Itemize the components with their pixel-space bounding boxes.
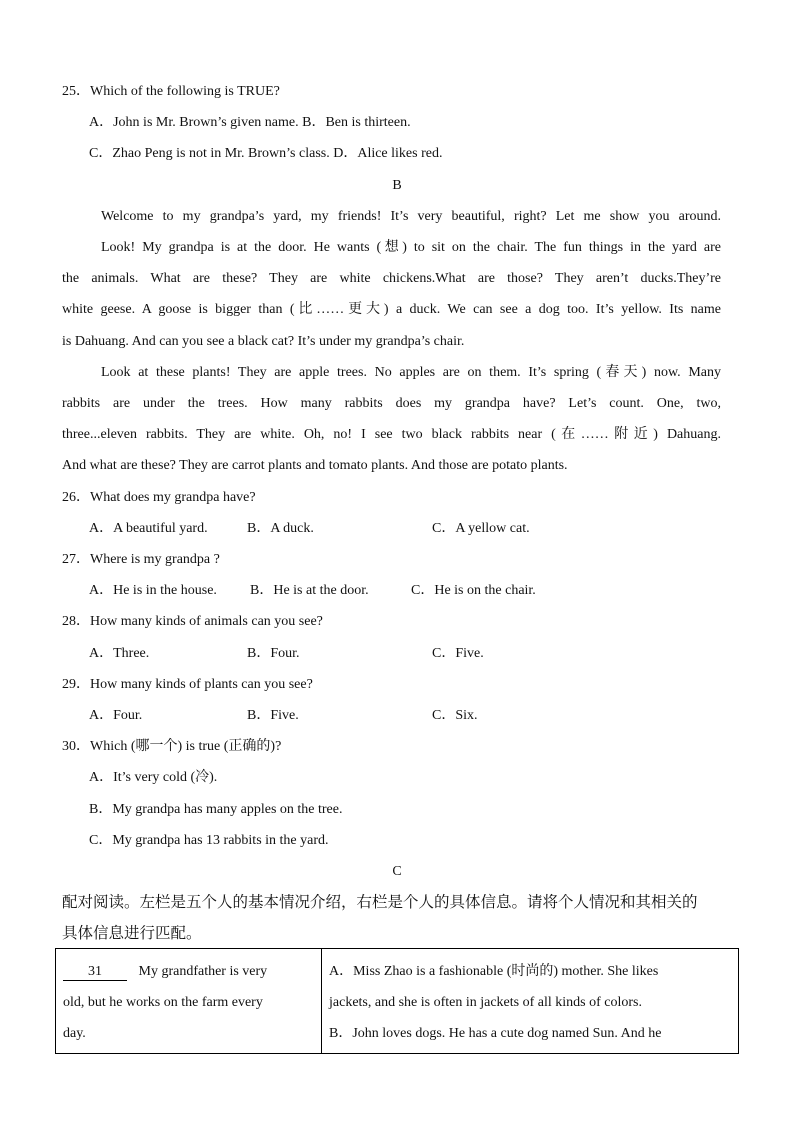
passage-b-p2-line2: the animals. What are these? They are white chickens.What are those? They aren’t ducks.They’re [62, 271, 721, 286]
q30-option-b: B．My grandpa has many apples on the tree. [89, 802, 343, 817]
passage-b-p2-line3: white geese. A goose is bigger than (比……更大) a duck. We can see a dog too. It’s yellow. Its name [62, 302, 721, 317]
passage-b-p2-line1: Look! My grandpa is at the door. He wants (想) to sit on the chair. The fun things in the yard are [101, 240, 721, 255]
q25-options-cd: C．Zhao Peng is not in Mr. Brown’s class. D．Alice likes red. [89, 146, 443, 161]
passage-b-p2-line4: is Dahuang. And can you see a black cat? It’s under my grandpa’s chair. [62, 334, 465, 349]
right-cell-line3: B．John loves dogs. He has a cute dog named Sun. And he [329, 1026, 662, 1041]
passage-b-p3-line2: rabbits are under the trees. How many rabbits does my grandpa have? Let’s count. One, two, [62, 396, 721, 411]
q30-option-c: C．My grandpa has 13 rabbits in the yard. [89, 833, 329, 848]
matching-right-cell [322, 949, 739, 1054]
answer-blank-31[interactable]: 31 [63, 964, 127, 981]
section-c-heading: C [392, 864, 402, 879]
section-c-instruction-line2: 具体信息进行匹配。 [62, 924, 202, 942]
q29-option-a: A．Four. [89, 708, 143, 723]
q25-options-ab: A．John is Mr. Brown’s given name. B．Ben is thirteen. [89, 115, 411, 130]
q29-stem: 29．How many kinds of plants can you see? [62, 677, 313, 692]
q26-option-a: A．A beautiful yard. [89, 521, 208, 536]
left-cell-line2: old, but he works on the farm every [63, 995, 263, 1010]
q28-option-b: B．Four. [247, 646, 300, 661]
right-cell-line2: jackets, and she is often in jackets of all kinds of colors. [329, 995, 642, 1010]
q27-option-c: C．He is on the chair. [411, 583, 536, 598]
q27-option-a: A．He is in the house. [89, 583, 217, 598]
q28-stem: 28．How many kinds of animals can you see? [62, 614, 323, 629]
passage-b-p3-line4: And what are these? They are carrot plants and tomato plants. And those are potato plants. [62, 458, 568, 473]
q25-stem: 25．Which of the following is TRUE? [62, 84, 280, 99]
q29-option-b: B．Five. [247, 708, 299, 723]
matching-table [55, 948, 739, 1054]
matching-left-cell [56, 949, 322, 1054]
passage-b-p1: Welcome to my grandpa’s yard, my friends! It’s very beautiful, right? Let me show you around. [101, 209, 721, 224]
q26-stem: 26．What does my grandpa have? [62, 490, 256, 505]
q28-option-c: C．Five. [432, 646, 484, 661]
left-cell-line1: My grandfather is very [138, 964, 268, 979]
section-c-instruction-line1: 配对阅读。左栏是五个人的基本情况介绍，右栏是个人的具体信息。请将个人情况和其相关的 [62, 893, 698, 911]
q26-option-c: C．A yellow cat. [432, 521, 530, 536]
q28-option-a: A．Three. [89, 646, 150, 661]
q27-stem: 27．Where is my grandpa ? [62, 552, 220, 567]
q27-option-b: B．He is at the door. [250, 583, 369, 598]
q26-option-b: B．A duck. [247, 521, 314, 536]
q30-option-a: A．It’s very cold (冷). [89, 770, 218, 785]
right-cell-line1: A．Miss Zhao is a fashionable (时尚的) mother. She likes [329, 964, 659, 979]
q29-option-c: C．Six. [432, 708, 478, 723]
q30-stem: 30．Which (哪一个) is true (正确的)? [62, 739, 282, 754]
section-b-heading: B [392, 178, 402, 193]
left-cell-line3: day. [63, 1026, 86, 1041]
passage-b-p3-line1: Look at these plants! They are apple trees. No apples are on them. It’s spring (春天) now. Many [101, 365, 721, 380]
passage-b-p3-line3: three...eleven rabbits. They are white. Oh, no! I see two black rabbits near (在……附近) Dahuang. [62, 427, 721, 442]
